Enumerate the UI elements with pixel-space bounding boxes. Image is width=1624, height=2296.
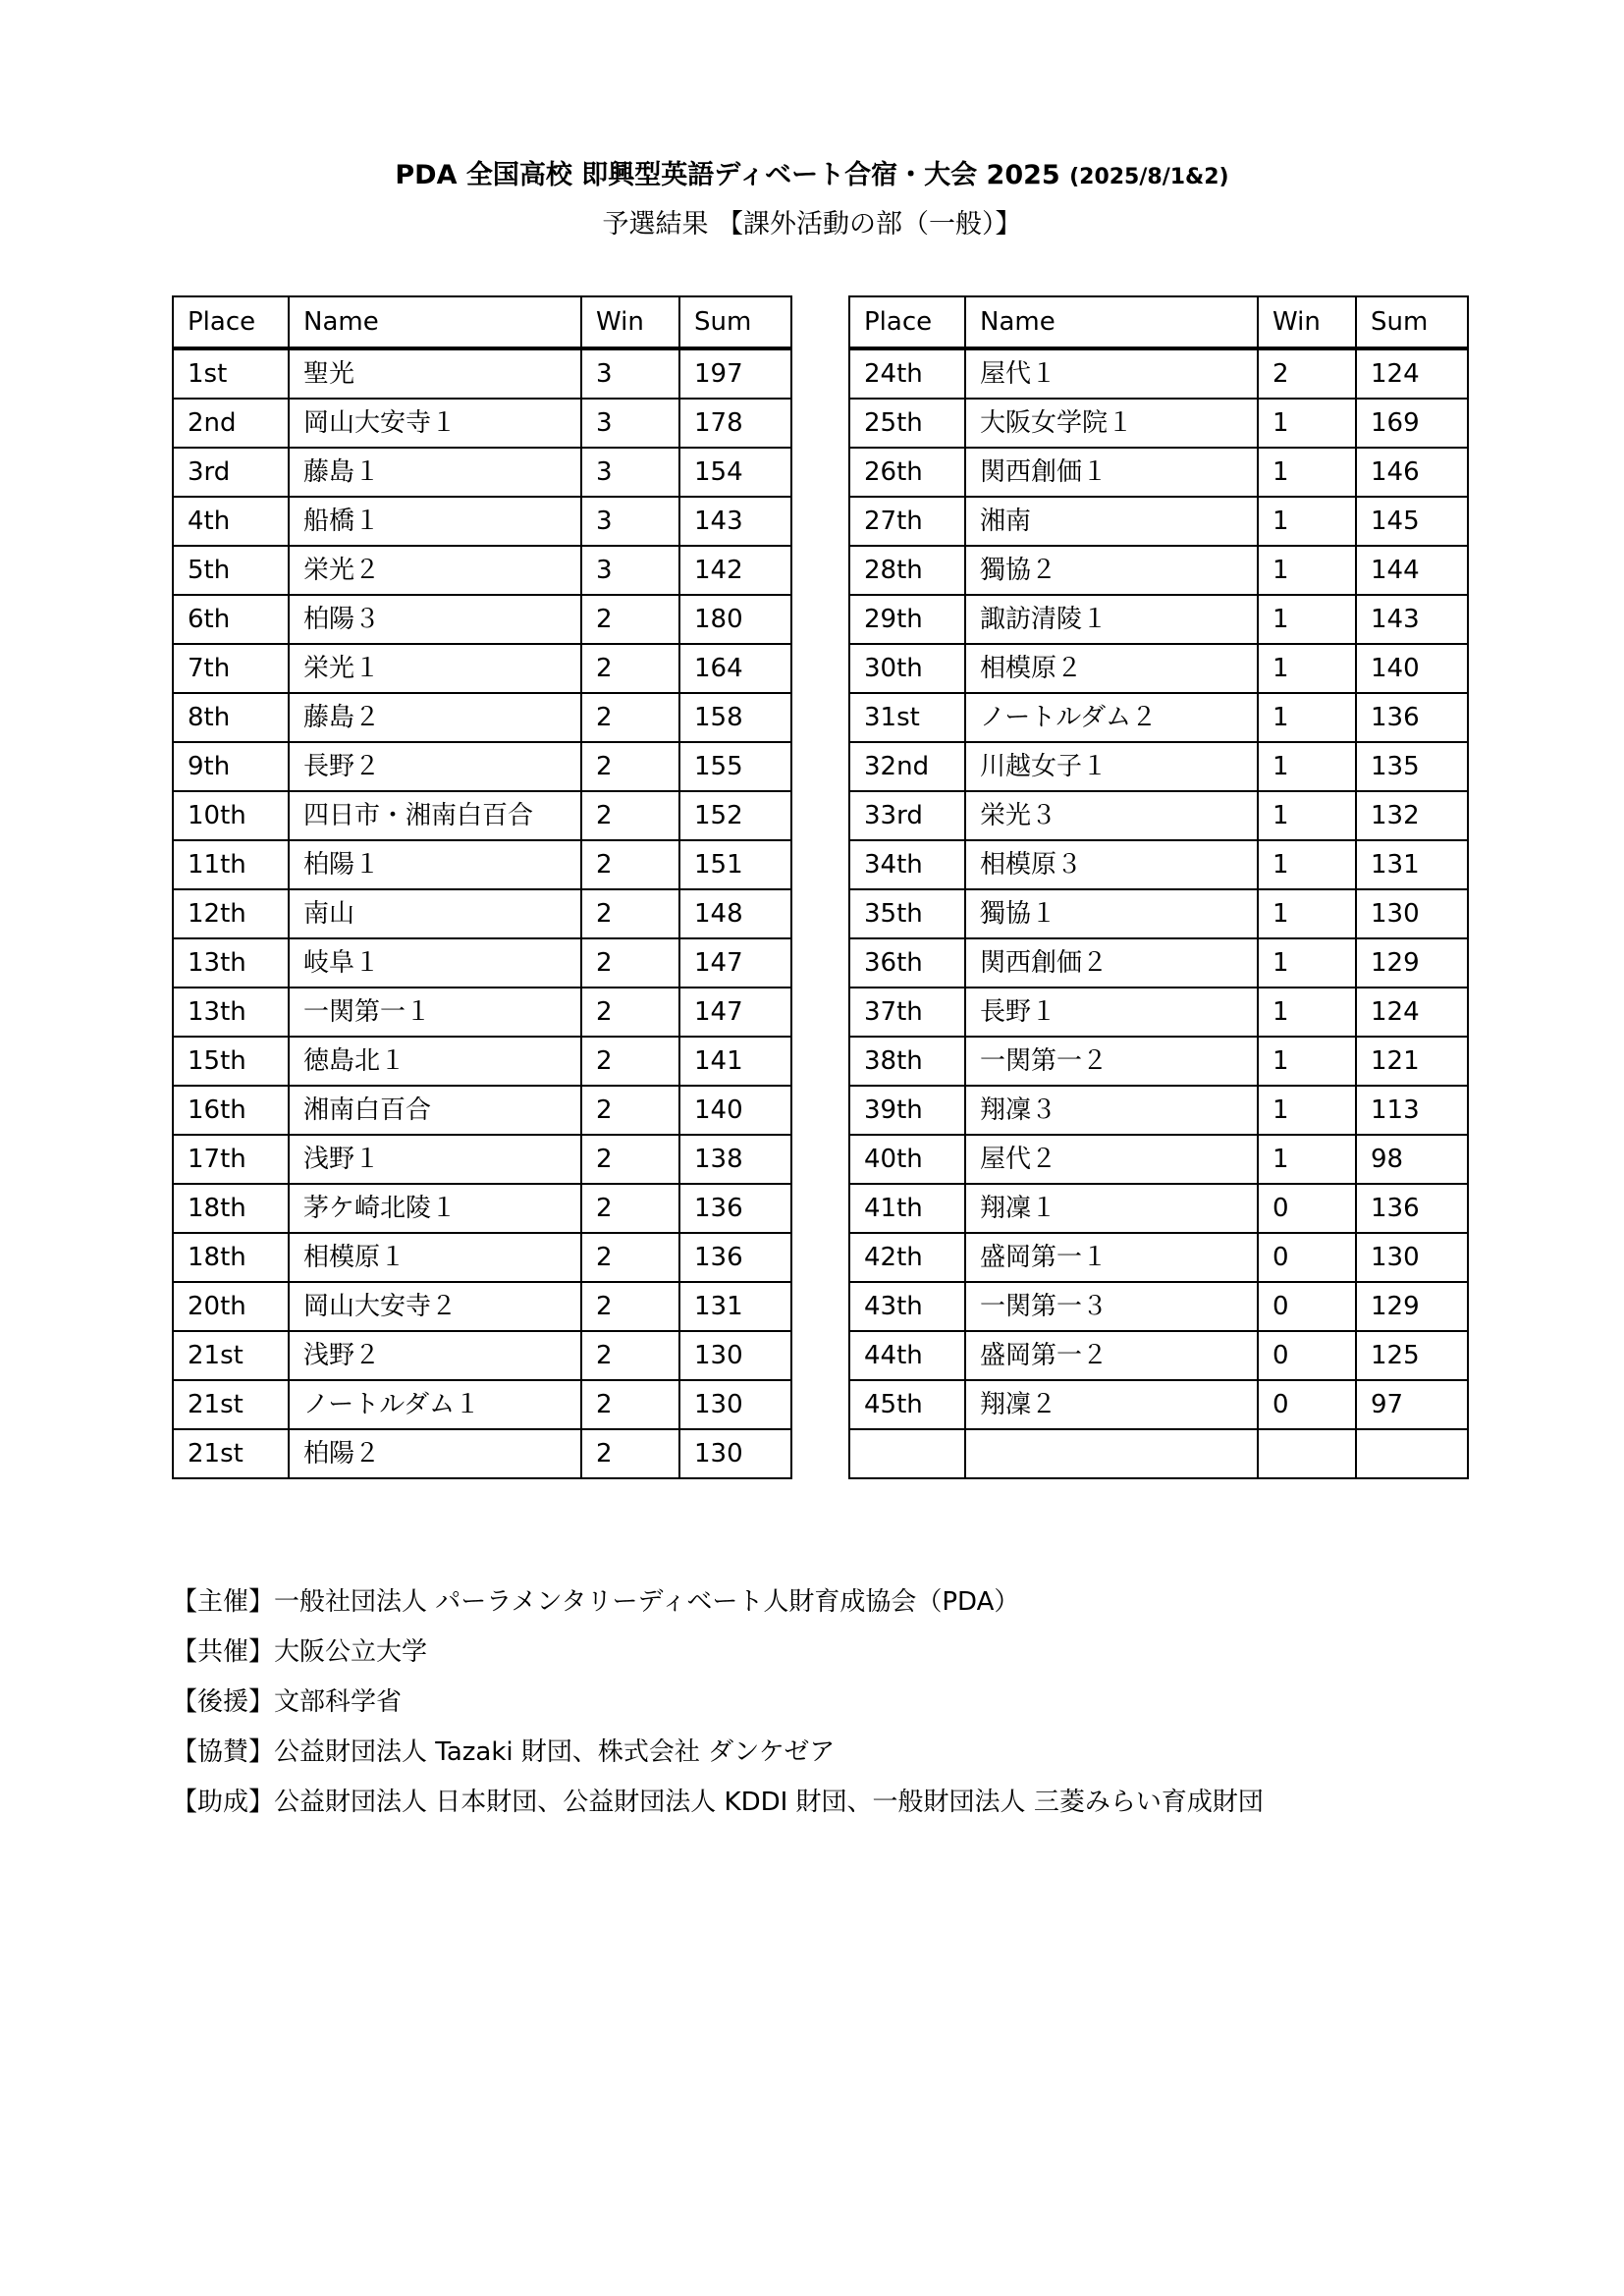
header-name: Name [289, 296, 581, 348]
cell-place: 6th [173, 595, 289, 644]
table-row [849, 497, 1468, 546]
cell-sum: 146 [1356, 448, 1468, 497]
cell-win: 1 [1258, 791, 1356, 840]
table-row [173, 742, 791, 791]
table-row [849, 448, 1468, 497]
cell-sum: 124 [1356, 348, 1468, 399]
cell-sum: 130 [1356, 889, 1468, 938]
cell-win: 1 [1258, 497, 1356, 546]
cell-place: 29th [849, 595, 965, 644]
table-row [173, 1135, 791, 1184]
table-row [173, 644, 791, 693]
cell-place: 20th [173, 1282, 289, 1331]
cell-name: 一関第一１ [289, 988, 581, 1037]
cell-sum: 132 [1356, 791, 1468, 840]
cell-sum: 130 [679, 1331, 791, 1380]
cell-win: 2 [581, 1086, 679, 1135]
cell-name: 茅ケ崎北陵１ [289, 1184, 581, 1233]
cell-sum: 98 [1356, 1135, 1468, 1184]
cell-win: 1 [1258, 644, 1356, 693]
cell-place: 33rd [849, 791, 965, 840]
cell-win: 3 [581, 448, 679, 497]
cell-win: 1 [1258, 840, 1356, 889]
cell-place: 42th [849, 1233, 965, 1282]
header-win: Win [581, 296, 679, 348]
cell-sum: 130 [679, 1380, 791, 1429]
cell-name: 一関第一２ [965, 1037, 1258, 1086]
cell-place: 39th [849, 1086, 965, 1135]
cell-name: 徳島北１ [289, 1037, 581, 1086]
table-row [849, 1282, 1468, 1331]
sponsor-list [172, 1577, 1264, 1828]
cell-win: 0 [1258, 1331, 1356, 1380]
cell-name: 関西創価２ [965, 938, 1258, 988]
table-row [849, 348, 1468, 399]
table-header-row [849, 296, 1468, 348]
cell-sum: 147 [679, 988, 791, 1037]
table-row [849, 1184, 1468, 1233]
cell-win: 1 [1258, 399, 1356, 448]
cell-win: 2 [581, 644, 679, 693]
cell-place: 45th [849, 1380, 965, 1429]
cell-win: 1 [1258, 938, 1356, 988]
cell-name: 栄光３ [965, 791, 1258, 840]
cell-sum: 130 [1356, 1233, 1468, 1282]
table-row [173, 448, 791, 497]
cell-place: 43th [849, 1282, 965, 1331]
cell-place: 34th [849, 840, 965, 889]
cell-place: 18th [173, 1233, 289, 1282]
table-row [849, 1135, 1468, 1184]
cell-sum: 151 [679, 840, 791, 889]
cell-sum: 135 [1356, 742, 1468, 791]
cell-name: 翔凜３ [965, 1086, 1258, 1135]
cell-win: 0 [1258, 1282, 1356, 1331]
cell-win: 3 [581, 399, 679, 448]
cell-sum: 148 [679, 889, 791, 938]
cell-name: 岡山大安寺１ [289, 399, 581, 448]
organizer-line: 【主催】一般社団法人 パーラメンタリーディベート人財育成協会（PDA） [172, 1587, 1020, 1617]
grant-line: 【助成】公益財団法人 日本財団、公益財団法人 KDDI 財団、一般財団法人 三菱みらい育成財団 [172, 1788, 1264, 1817]
cell-place: 15th [173, 1037, 289, 1086]
table-row [849, 1380, 1468, 1429]
cell-win: 1 [1258, 693, 1356, 742]
cell-name: 船橋１ [289, 497, 581, 546]
cell-place: 10th [173, 791, 289, 840]
cell-win: 2 [581, 1429, 679, 1478]
cell-sum: 130 [679, 1429, 791, 1478]
cell-name: 藤島２ [289, 693, 581, 742]
table-row [849, 791, 1468, 840]
table-row [173, 546, 791, 595]
cell-win: 2 [581, 1331, 679, 1380]
cell-place: 41th [849, 1184, 965, 1233]
cell-sum: 147 [679, 938, 791, 988]
cell-win: 1 [1258, 595, 1356, 644]
cell-name: 聖光 [289, 348, 581, 399]
cell-name: 藤島１ [289, 448, 581, 497]
table-row [173, 938, 791, 988]
cell-place: 9th [173, 742, 289, 791]
cell-place: 26th [849, 448, 965, 497]
table-row [173, 595, 791, 644]
cell-sum: 124 [1356, 988, 1468, 1037]
table-row [849, 1233, 1468, 1282]
cell-place: 13th [173, 938, 289, 988]
cell-place: 16th [173, 1086, 289, 1135]
cell-sum: 164 [679, 644, 791, 693]
cell-sum: 125 [1356, 1331, 1468, 1380]
cell-sum: 136 [679, 1184, 791, 1233]
cell-sum: 121 [1356, 1037, 1468, 1086]
cell-win: 1 [1258, 742, 1356, 791]
cell-win: 2 [1258, 348, 1356, 399]
cell-sum: 113 [1356, 1086, 1468, 1135]
cell-win: 1 [1258, 988, 1356, 1037]
cell-place [849, 1429, 965, 1478]
cell-sum: 197 [679, 348, 791, 399]
cell-sum: 129 [1356, 938, 1468, 988]
cell-win: 2 [581, 1037, 679, 1086]
cell-name: 栄光２ [289, 546, 581, 595]
cell-name: 湘南 [965, 497, 1258, 546]
cell-win: 2 [581, 791, 679, 840]
cell-name: 盛岡第一１ [965, 1233, 1258, 1282]
cell-name: 柏陽３ [289, 595, 581, 644]
cell-name: 長野１ [965, 988, 1258, 1037]
cell-win: 0 [1258, 1380, 1356, 1429]
title-dates: (2025/8/1&2) [1069, 165, 1229, 189]
results-table-right [848, 295, 1469, 1479]
table-header-row [173, 296, 791, 348]
cell-name: 岡山大安寺２ [289, 1282, 581, 1331]
cell-name: 屋代２ [965, 1135, 1258, 1184]
table-row [849, 1086, 1468, 1135]
cell-sum: 154 [679, 448, 791, 497]
cell-place: 18th [173, 1184, 289, 1233]
page-subtitle: 予選結果 【課外活動の部（一般）】 [602, 209, 1022, 240]
table-row [173, 889, 791, 938]
cell-sum: 180 [679, 595, 791, 644]
cell-sum: 129 [1356, 1282, 1468, 1331]
cell-name: ノートルダム１ [289, 1380, 581, 1429]
page-title [0, 153, 1624, 191]
table-row [173, 1037, 791, 1086]
cell-win: 2 [581, 693, 679, 742]
table-row [849, 693, 1468, 742]
cell-sum: 169 [1356, 399, 1468, 448]
cell-name [965, 1429, 1258, 1478]
cell-name: 大阪女学院１ [965, 399, 1258, 448]
results-table-left [172, 295, 792, 1479]
cell-place: 37th [849, 988, 965, 1037]
cell-win: 2 [581, 840, 679, 889]
table-row [849, 1331, 1468, 1380]
cell-place: 2nd [173, 399, 289, 448]
cell-sum: 155 [679, 742, 791, 791]
cell-sum: 144 [1356, 546, 1468, 595]
cell-sum: 131 [679, 1282, 791, 1331]
cell-name: 四日市・湘南白百合 [289, 791, 581, 840]
cell-place: 5th [173, 546, 289, 595]
table-row [173, 1282, 791, 1331]
cell-win: 2 [581, 938, 679, 988]
table-row [173, 1233, 791, 1282]
cell-win: 2 [581, 988, 679, 1037]
header-name: Name [965, 296, 1258, 348]
cell-sum: 152 [679, 791, 791, 840]
table-row [849, 546, 1468, 595]
cell-sum: 97 [1356, 1380, 1468, 1429]
cell-name: 柏陽１ [289, 840, 581, 889]
cell-win: 1 [1258, 448, 1356, 497]
header-sum: Sum [679, 296, 791, 348]
results-body-right [849, 348, 1468, 1478]
cell-name: 諏訪清陵１ [965, 595, 1258, 644]
cell-name: 相模原３ [965, 840, 1258, 889]
table-row [849, 644, 1468, 693]
cell-sum: 140 [1356, 644, 1468, 693]
table-row [173, 1331, 791, 1380]
cell-name: 川越女子１ [965, 742, 1258, 791]
cell-place: 8th [173, 693, 289, 742]
cell-sum: 145 [1356, 497, 1468, 546]
cell-place: 21st [173, 1429, 289, 1478]
cell-win: 2 [581, 1282, 679, 1331]
table-row [173, 1429, 791, 1478]
cell-place: 7th [173, 644, 289, 693]
cell-place: 17th [173, 1135, 289, 1184]
cell-win: 0 [1258, 1184, 1356, 1233]
table-row [849, 988, 1468, 1037]
cell-name: 湘南白百合 [289, 1086, 581, 1135]
cell-place: 24th [849, 348, 965, 399]
table-row [849, 595, 1468, 644]
cell-place: 38th [849, 1037, 965, 1086]
cell-win: 0 [1258, 1233, 1356, 1282]
table-row [173, 1380, 791, 1429]
cell-name: 栄光１ [289, 644, 581, 693]
cell-sum: 131 [1356, 840, 1468, 889]
cell-sum: 138 [679, 1135, 791, 1184]
cell-sum: 141 [679, 1037, 791, 1086]
cell-place: 4th [173, 497, 289, 546]
header-win: Win [1258, 296, 1356, 348]
table-row [173, 399, 791, 448]
cell-win: 3 [581, 546, 679, 595]
table-row [849, 889, 1468, 938]
empty-table-row [849, 1429, 1468, 1478]
cell-win: 3 [581, 497, 679, 546]
cell-win: 1 [1258, 1135, 1356, 1184]
title-main: PDA 全国高校 即興型英語ディベート合宿・大会 2025 [395, 160, 1070, 190]
cell-name: 柏陽２ [289, 1429, 581, 1478]
cell-place: 31st [849, 693, 965, 742]
header-sum: Sum [1356, 296, 1468, 348]
cell-name: 一関第一３ [965, 1282, 1258, 1331]
cell-win: 2 [581, 1184, 679, 1233]
cell-place: 35th [849, 889, 965, 938]
cell-sum: 140 [679, 1086, 791, 1135]
sponsor-line: 【協賛】公益財団法人 Tazaki 財団、株式会社 ダンケゼア [172, 1737, 836, 1767]
results-body-left [173, 348, 791, 1478]
cell-place: 21st [173, 1331, 289, 1380]
header-place: Place [849, 296, 965, 348]
cell-name: 浅野２ [289, 1331, 581, 1380]
cell-sum [1356, 1429, 1468, 1478]
cell-win: 2 [581, 1233, 679, 1282]
cell-name: 翔凜１ [965, 1184, 1258, 1233]
cell-place: 40th [849, 1135, 965, 1184]
cell-name: 浅野１ [289, 1135, 581, 1184]
cell-place: 28th [849, 546, 965, 595]
table-row [849, 1037, 1468, 1086]
table-row [173, 791, 791, 840]
cell-name: 相模原１ [289, 1233, 581, 1282]
cell-name: 屋代１ [965, 348, 1258, 399]
cell-name: 獨協１ [965, 889, 1258, 938]
cell-name: 獨協２ [965, 546, 1258, 595]
cell-place: 25th [849, 399, 965, 448]
table-row [173, 1086, 791, 1135]
cell-name: ノートルダム２ [965, 693, 1258, 742]
cell-place: 30th [849, 644, 965, 693]
cell-sum: 136 [1356, 1184, 1468, 1233]
cell-win: 2 [581, 889, 679, 938]
table-row [849, 840, 1468, 889]
table-row [173, 497, 791, 546]
cell-name: 南山 [289, 889, 581, 938]
table-row [173, 348, 791, 399]
cell-win: 1 [1258, 1086, 1356, 1135]
cell-win: 1 [1258, 889, 1356, 938]
cell-name: 盛岡第一２ [965, 1331, 1258, 1380]
cell-place: 1st [173, 348, 289, 399]
cell-sum: 136 [1356, 693, 1468, 742]
cell-name: 翔凜２ [965, 1380, 1258, 1429]
cell-win [1258, 1429, 1356, 1478]
cell-place: 32nd [849, 742, 965, 791]
table-row [849, 399, 1468, 448]
table-row [173, 988, 791, 1037]
cell-place: 12th [173, 889, 289, 938]
cell-sum: 143 [1356, 595, 1468, 644]
cell-place: 36th [849, 938, 965, 988]
cell-place: 11th [173, 840, 289, 889]
header-place: Place [173, 296, 289, 348]
cell-name: 相模原２ [965, 644, 1258, 693]
table-row [173, 1184, 791, 1233]
cell-place: 44th [849, 1331, 965, 1380]
cell-place: 13th [173, 988, 289, 1037]
cell-win: 2 [581, 595, 679, 644]
cell-sum: 136 [679, 1233, 791, 1282]
cell-win: 1 [1258, 1037, 1356, 1086]
cell-name: 長野２ [289, 742, 581, 791]
table-row [173, 840, 791, 889]
table-row [173, 693, 791, 742]
cell-name: 関西創価１ [965, 448, 1258, 497]
cell-win: 2 [581, 742, 679, 791]
table-row [849, 938, 1468, 988]
table-row [849, 742, 1468, 791]
co-organizer-line: 【共催】大阪公立大学 [172, 1637, 428, 1667]
support-line: 【後援】文部科学省 [172, 1687, 403, 1717]
cell-win: 2 [581, 1380, 679, 1429]
cell-place: 27th [849, 497, 965, 546]
cell-win: 3 [581, 348, 679, 399]
cell-place: 21st [173, 1380, 289, 1429]
cell-sum: 143 [679, 497, 791, 546]
cell-sum: 178 [679, 399, 791, 448]
cell-name: 岐阜１ [289, 938, 581, 988]
cell-sum: 142 [679, 546, 791, 595]
cell-sum: 158 [679, 693, 791, 742]
cell-place: 3rd [173, 448, 289, 497]
cell-win: 1 [1258, 546, 1356, 595]
cell-win: 2 [581, 1135, 679, 1184]
